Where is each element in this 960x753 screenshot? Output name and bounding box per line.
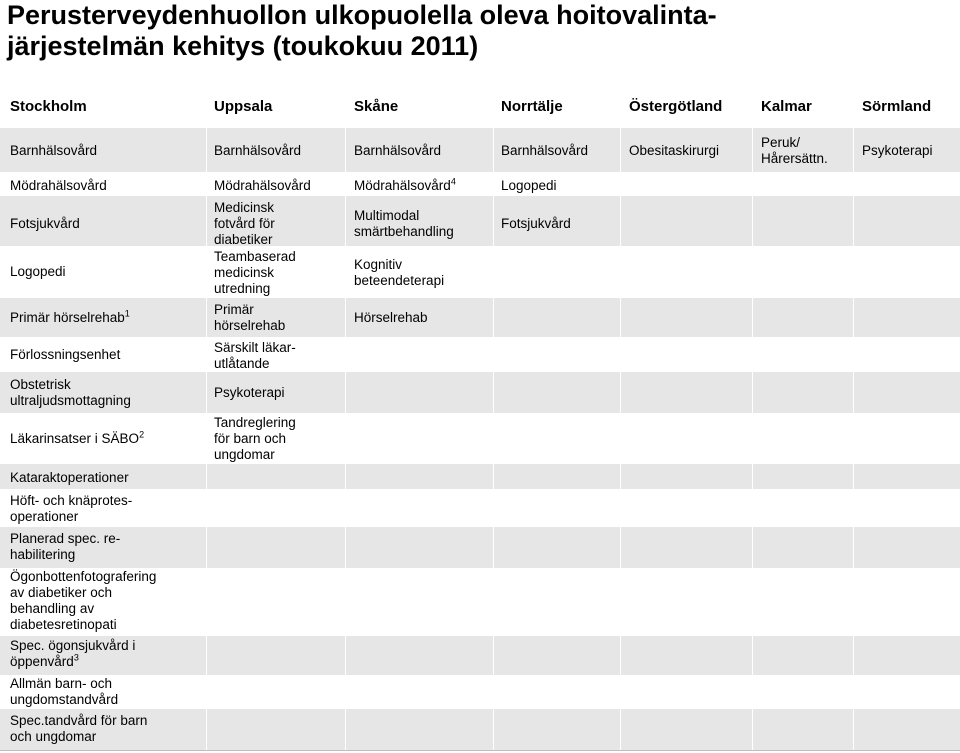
cell-stockholm-barnhalsovard: Barnhälsovård: [10, 143, 98, 158]
slide-title-line-2: järjestelmän kehitys (toukokuu 2011): [7, 31, 479, 61]
header-uppsala: Uppsala: [214, 98, 273, 115]
cell-stockholm-hoft-knaprotes: Höft- och knäprotes- operationer: [10, 493, 133, 524]
row-band: [0, 636, 960, 675]
cell-sormland-psykoterapi: Psykoterapi: [862, 143, 933, 158]
cell-uppsala-barnhalsovard: Barnhälsovård: [214, 143, 302, 158]
column-divider: [493, 128, 494, 753]
footnote-marker: 3: [73, 652, 79, 663]
row-band: [0, 527, 960, 568]
cell-stockholm-ogonbottenfotografering: Ögonbottenfotografering av diabetiker och behandling av diabetesretinopati: [10, 569, 157, 632]
row-band: [0, 298, 960, 337]
cell-stockholm-spec-ogonsjukvard: Spec. ögonsjukvård i öppenvård$^3$: [10, 638, 136, 669]
cell-stockholm-spec-tandvard: Spec.tandvård för barn och ungdomar: [10, 713, 148, 744]
row-band: [0, 372, 960, 413]
column-divider: [752, 128, 753, 753]
cell-stockholm-fotsjukvard: Fotsjukvård: [10, 216, 80, 231]
table-bottom-border: [0, 750, 960, 751]
cell-skane-kognitiv: Kognitiv beteendeterapi: [354, 257, 445, 288]
cell-stockholm-primar-horselrehab: Primär hörselrehab$^1$: [10, 308, 130, 325]
cell-uppsala-sarskilt-lakarutlatande: Särskilt läkar- utlåtande: [214, 340, 296, 371]
cell-stockholm-logopedi: Logopedi: [10, 264, 66, 279]
cell-stockholm-kataraktoperationer: Kataraktoperationer: [10, 470, 129, 485]
cell-skane-barnhalsovard: Barnhälsovård: [354, 143, 442, 158]
cell-uppsala-teambaserad: Teambaserad medicinsk utredning: [214, 249, 296, 296]
cell-stockholm-modrahalsovard: Mödrahälsovård: [10, 178, 107, 193]
cell-norrtalje-barnhalsovard: Barnhälsovård: [501, 143, 589, 158]
slide-title-line-1: Perusterveydenhuollon ulkopuolella oleva hoitovalinta-: [7, 0, 717, 30]
footnote-marker: 2: [139, 429, 145, 440]
row-band: [0, 196, 960, 246]
column-divider: [853, 128, 854, 753]
cell-skane-horselrehab: Hörselrehab: [354, 310, 428, 325]
cell-stockholm-forlossningsenhet: Förlossningsenhet: [10, 347, 121, 362]
column-divider: [620, 128, 621, 753]
column-divider: [345, 128, 346, 753]
cell-norrtalje-fotsjukvard: Fotsjukvård: [501, 216, 571, 231]
cell-uppsala-primar-horselrehab: Primär hörselrehab: [214, 302, 286, 333]
cell-ostergotland-obesitaskirurgi: Obesitaskirurgi: [629, 143, 720, 158]
cell-stockholm-planerad-spec: Planerad spec. re- habilitering: [10, 531, 121, 562]
cell-uppsala-psykoterapi: Psykoterapi: [214, 385, 285, 400]
cell-uppsala-tandreglering: Tandreglering för barn och ungdomar: [214, 415, 296, 462]
cell-skane-multimodal: Multimodal smärtbehandling: [354, 208, 454, 239]
cell-stockholm-lakarinsatser: Läkarinsatser i SÄBO$^2$: [10, 429, 145, 446]
header-norrtalje: Norrtälje: [501, 98, 563, 115]
cell-uppsala-medicinsk-fotvard: Medicinsk fotvård för diabetiker: [214, 200, 275, 247]
cell-stockholm-allman-tandvard: Allmän barn- och ungdomstandvård: [10, 676, 119, 707]
header-skane: Skåne: [354, 98, 399, 115]
cell-norrtalje-logopedi: Logopedi: [501, 178, 557, 193]
cell-uppsala-modrahalsovard: Mödrahälsovård: [214, 178, 311, 193]
cell-kalmar-peruk: Peruk/ Hårersättn.: [761, 135, 828, 166]
cell-skane-modrahalsovard: Mödrahälsovård$^4$: [354, 176, 456, 193]
slide-title: [7, 0, 957, 62]
column-divider: [206, 128, 207, 753]
header-stockholm: Stockholm: [10, 98, 87, 115]
header-kalmar: Kalmar: [761, 98, 812, 115]
footnote-marker: 1: [124, 308, 130, 319]
header-sormland: Sörmland: [862, 98, 932, 115]
header-ostergotland: Östergötland: [629, 98, 723, 115]
footnote-marker: 4: [450, 176, 456, 187]
cell-stockholm-obstetrisk: Obstetrisk ultraljudsmottagning: [10, 377, 131, 408]
row-band: [0, 464, 960, 489]
